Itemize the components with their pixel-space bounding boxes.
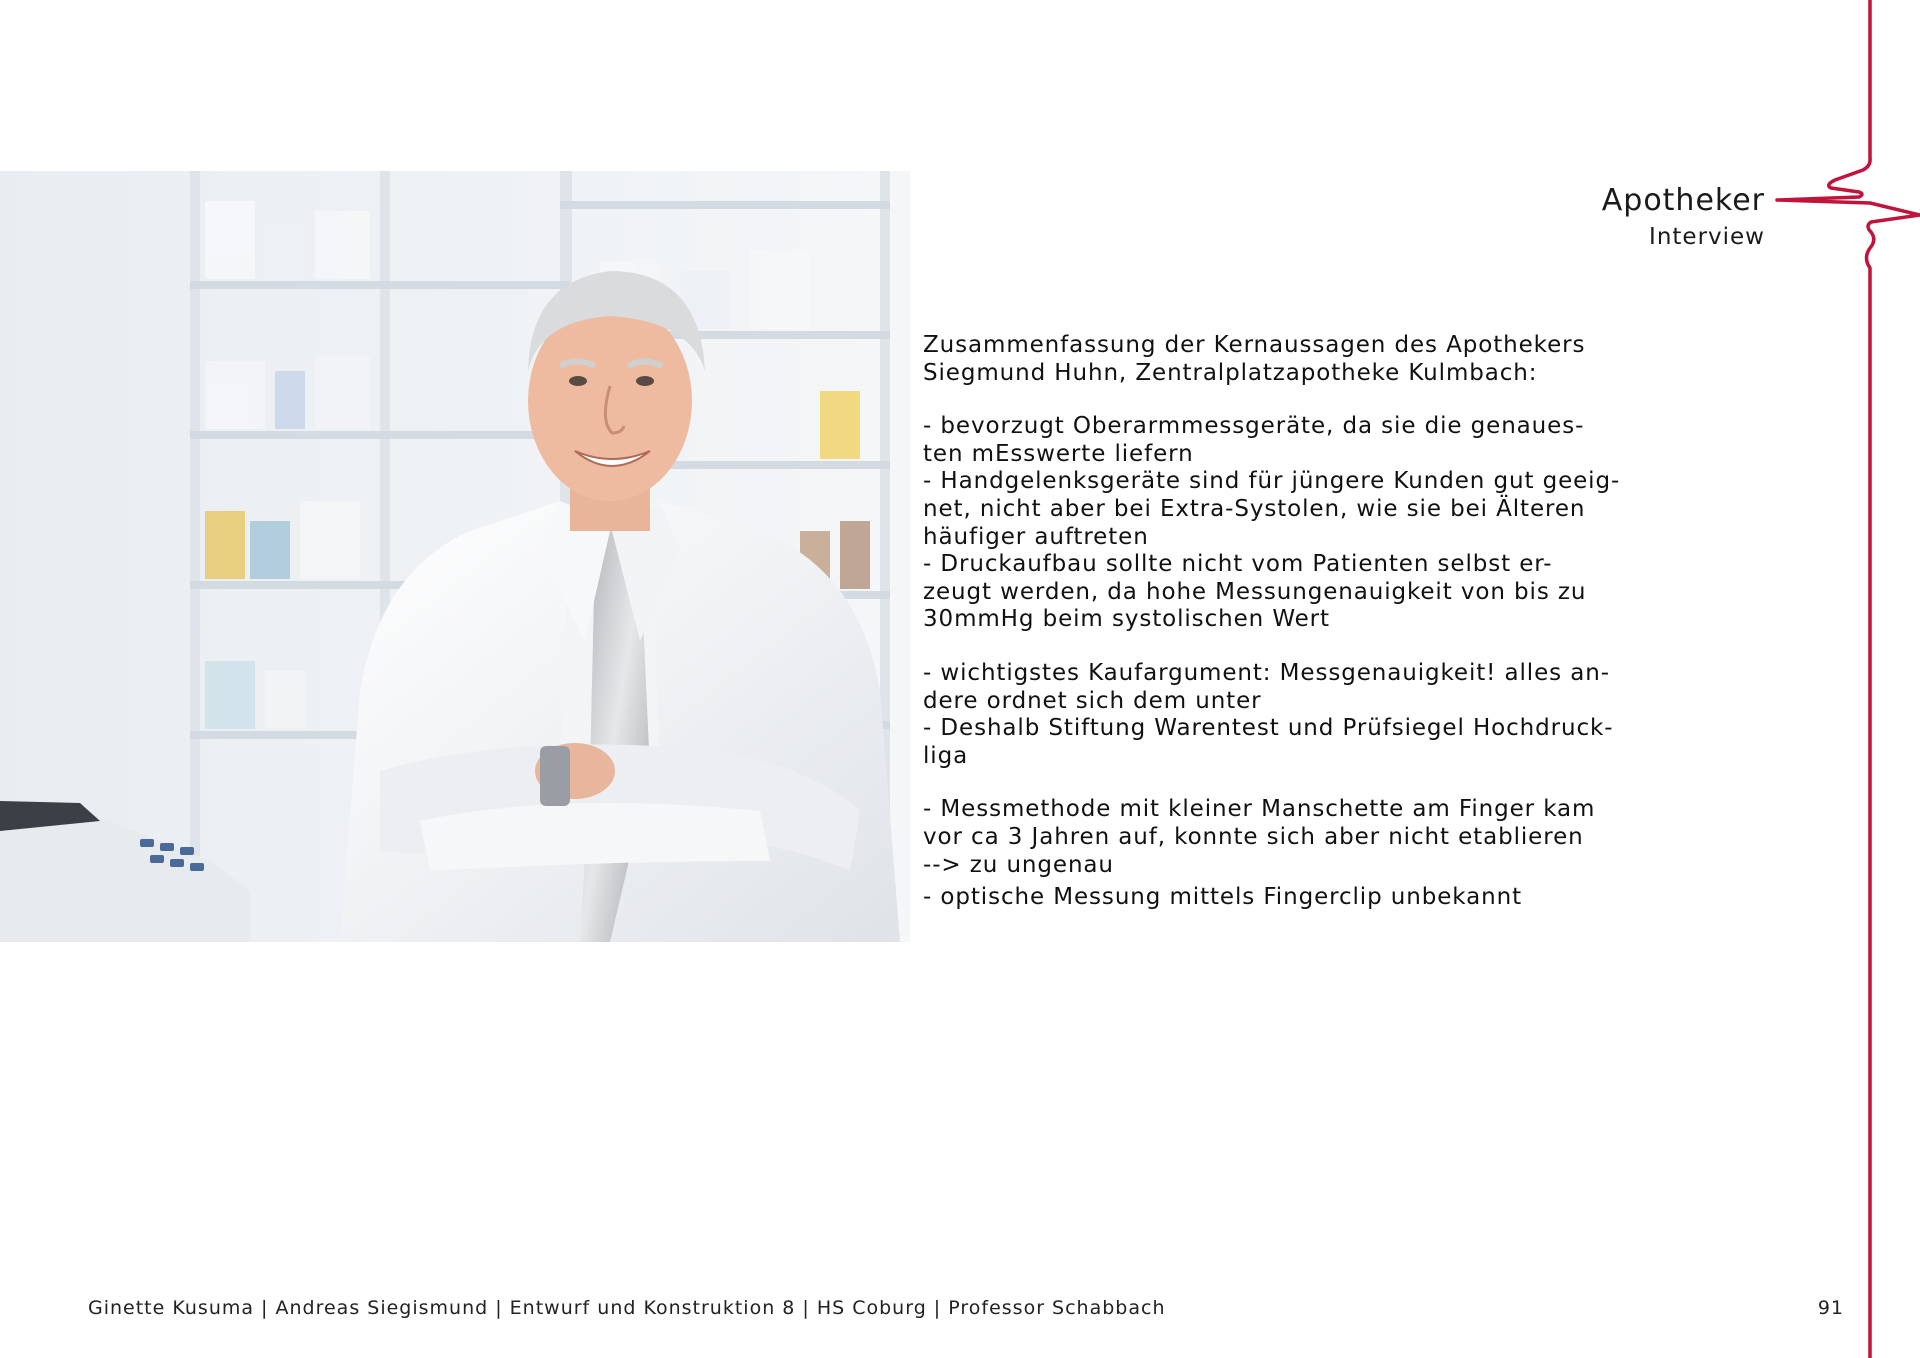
footer-credits: Ginette Kusuma | Andreas Siegismund | Entwurf und Konstruktion 8 | HS Coburg | Professor Schabbach (88, 1297, 1166, 1319)
summary-line: dere ordnet sich dem unter (923, 687, 1262, 714)
summary-line: häufiger auftreten (923, 523, 1149, 550)
ecg-line-icon (1775, 0, 1920, 1358)
summary-line: - Druckaufbau sollte nicht vom Patienten selbst er- (923, 551, 1553, 578)
intro-line: Siegmund Huhn, Zentralplatzapotheke Kulmbach: (923, 359, 1538, 386)
intro-line: Zusammenfassung der Kernaussagen des Apothekers (923, 332, 1586, 358)
summary-line: ten mEsswerte liefern (923, 440, 1194, 467)
summary-line: 30mmHg beim systolischen Wert (923, 606, 1330, 633)
summary-line: zeugt werden, da hohe Messungenauigkeit von bis zu (923, 578, 1587, 605)
summary-line: - Handgelenksgeräte sind für jüngere Kunden gut geeig- (923, 468, 1621, 495)
summary-line: - bevorzugt Oberarmmessgeräte, da sie die genaues- (923, 413, 1585, 440)
page-title: Apotheker (1601, 183, 1765, 218)
page-heading (1602, 181, 1765, 253)
summary-line: - wichtigstes Kaufargument: Messgenauigkeit! alles an- (923, 659, 1610, 686)
summary-line: - optische Messung mittels Fingerclip unbekannt (923, 884, 1522, 911)
summary-line: vor ca 3 Jahren auf, konnte sich aber nicht etablieren (923, 823, 1584, 850)
interview-summary (923, 332, 1773, 912)
pharmacist-photo (0, 171, 910, 942)
page-subtitle: Interview (1649, 224, 1765, 250)
summary-line: --> zu ungenau (923, 851, 1114, 878)
summary-line: net, nicht aber bei Extra-Systolen, wie sie bei Älteren (923, 495, 1586, 522)
summary-line: - Deshalb Stiftung Warentest und Prüfsiegel Hochdruck- (923, 715, 1614, 742)
summary-line: liga (923, 742, 969, 769)
page-number: 91 (1817, 1297, 1844, 1319)
summary-line: - Messmethode mit kleiner Manschette am Finger kam (923, 796, 1596, 823)
